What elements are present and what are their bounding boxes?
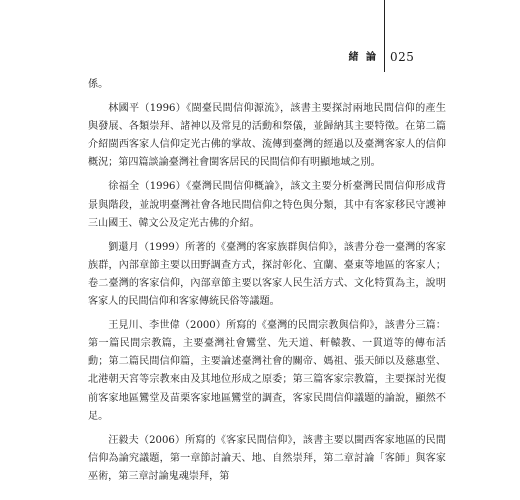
paragraph-liu-huanyue: 劉還月（1999）所著的《臺灣的客家族群與信仰》，該書分卷一臺灣的客家族群，內部章節主要以田野調查方式，探討彰化、宜蘭、臺東等地區的客家人；卷二臺灣的客家信仰，內部章節主要以客家人民生活方式、文化特質為主，說明客家人的民間信仰和客家傳統民俗等議題。	[88, 241, 446, 308]
paragraph-continuation: 係。	[88, 79, 109, 90]
paragraph-xu-fuquan: 徐福全（1996）《臺灣民間信仰概論》，該文主要分析臺灣民間信仰形成背景與階段，並說明臺灣社會各地民間信仰之特色與分類，其中有客家移民守護神三山國王、韓文公及定光古佛的介紹。	[88, 181, 446, 229]
running-head: 緒 論	[348, 52, 378, 63]
paragraph-wang-li: 王見川、李世偉（2000）所寫的《臺灣的民間宗教與信仰》，該書分三篇：第一篇民間宗教篇，主要臺灣社會鸞堂、先天道、軒轅教、一貫道等的傳布活動；第二篇民間信仰篇，主要論述臺灣社會的關帝、媽祖、張天師以及慈惠堂、北港朝天宮等宗教來由及其地位形成之原委；第三篇客家宗教篇，主要探討光復前客家地區鸞堂及苗栗客家地區鸞堂的調查，客家民間信仰議題的論說，顯然不足。	[88, 320, 446, 422]
paragraph-lin-guoping: 林國平（1996）《閩臺民間信仰源流》，該書主要探討兩地民間信仰的產生與發展、各類崇拜、諸神以及常見的活動和祭儀，並歸納其主要特徵。在第二篇介紹閩西客家人信仰定光古佛的掌故、流傳到臺灣的經過以及臺灣客家人的信仰概況；第四篇談論臺灣社會閩客居民的民間信仰有明顯地域之別。	[88, 103, 446, 169]
paragraph-wang-yifu: 汪毅夫（2006）所寫的《客家民間信仰》，該書主要以閩西客家地區的民間信仰為論究議題，第一章節討論天、地、自然崇拜，第二章討論「客師」與客家巫術，第三章討論鬼魂崇拜，第	[88, 434, 446, 482]
header-divider-line	[384, 0, 385, 72]
page-number: 025	[390, 50, 415, 64]
body-text	[88, 76, 446, 492]
